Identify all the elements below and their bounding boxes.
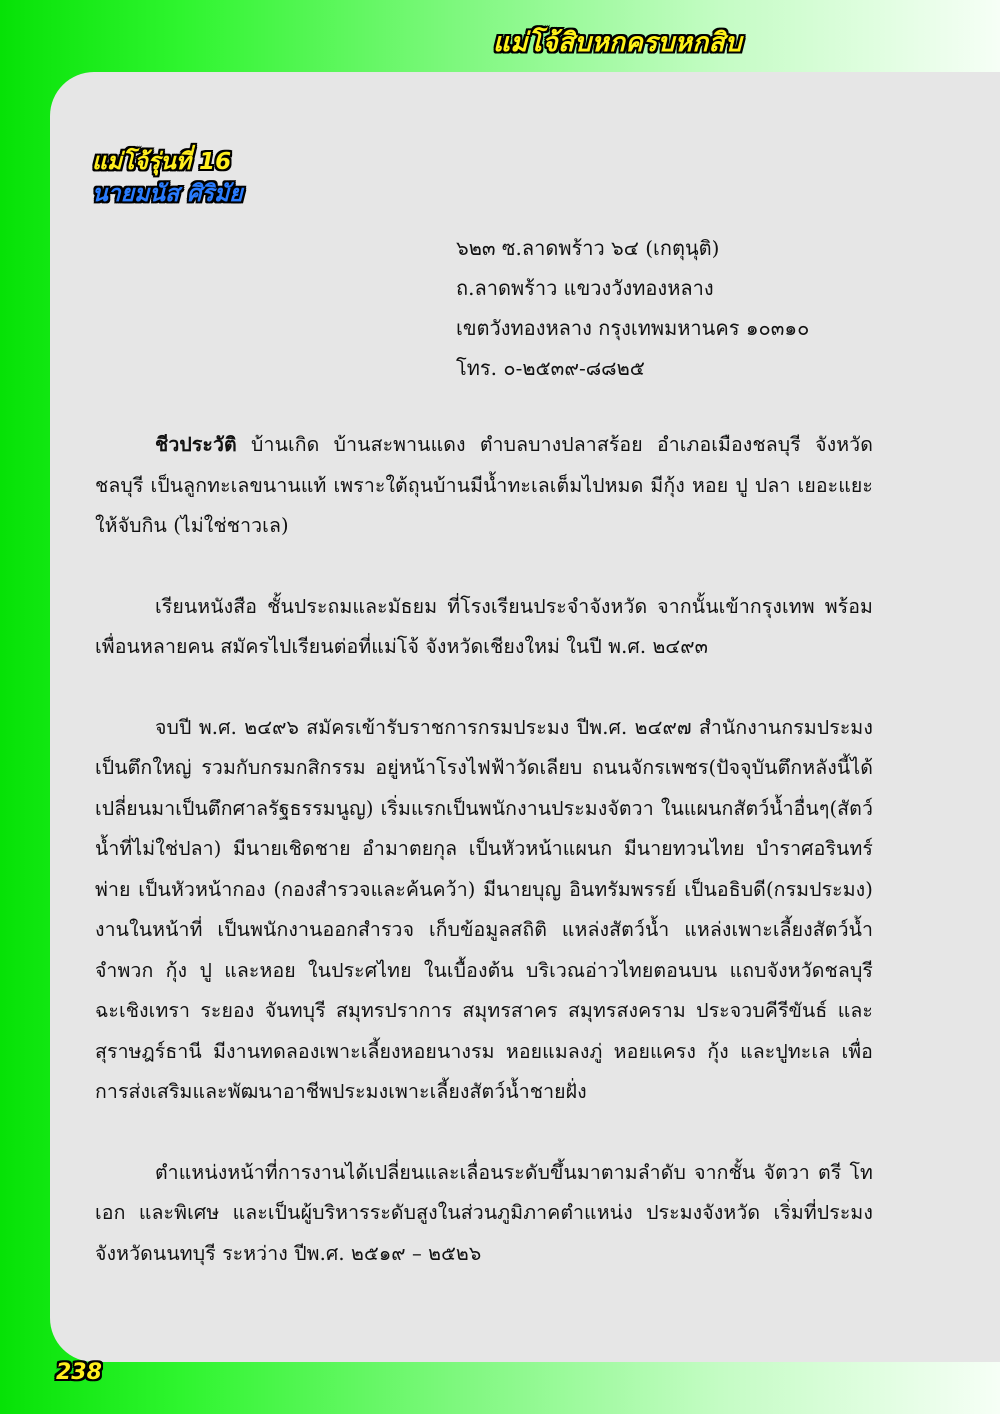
- page-number: 238: [56, 1360, 102, 1385]
- author-name: นายมนัส ศิริมัย: [92, 181, 243, 207]
- paragraph-education: เรียนหนังสือ ชั้นประถมและมัธยม ที่โรงเรียนประจำจังหวัด จากนั้นเข้ากรุงเทพ พร้อมเพื่อนหลายคน สมัครไปเรียนต่อที่แม่โจ้ จังหวัดเชียงใหม่ ในปี พ.ศ. ๒๔๙๓: [95, 594, 873, 658]
- author-block: [92, 146, 243, 210]
- header-title: แม่โจ้สิบหกครบหกสิบ: [493, 28, 742, 58]
- bio-label: ชีวประวัติ: [155, 433, 237, 456]
- paragraph-career: จบปี พ.ศ. ๒๔๙๖ สมัครเข้ารับราชการกรมประมง ปีพ.ศ. ๒๔๙๗ สำนักงานกรมประมงเป็นตึกใหญ่ รวมกับกรมกสิกรรม อยู่หน้าโรงไฟฟ้าวัดเลียบ ถนนจักรเพชร(ปัจจุบันตึกหลังนี้ได้เปลี่ยนมาเป็นตึกศาลรัฐธรรมนูญ) เริ่มแรกเป็นพนักงานประมงจัตวา ในแผนกสัตว์น้ำอื่นๆ(สัตว์น้ำที่ไม่ใช่ปลา) มีนายเชิดชาย อำมาตยกุล เป็นหัวหน้าแผนก มีนายทวนไทย บำราศอรินทร์พ่าย เป็นหัวหน้ากอง (กองสำรวจและค้นคว้า) มีนายบุญ อินทรัมพรรย์ เป็นอธิบดี(กรมประมง) งานในหน้าที่ เป็นพนักงานออกสำรวจ เก็บข้อมูลสถิติ แหล่งสัตว์น้ำ แหล่งเพาะเลี้ยงสัตว์น้ำ จำพวก กุ้ง ปู และหอย ในประศไทย ในเบื้องต้น บริเวณอ่าวไทยตอนบน แถบจังหวัดชลบุรี ฉะเชิงเทรา ระยอง จันทบุรี สมุทรปราการ สมุทรสาคร สมุทรสงคราม ประจวบคีรีขันธ์ และสุราษฎร์ธานี มีงานทดลองเพาะเลี้ยงหอยนางรม หอยแมลงภู่ หอยแครง กุ้ง และปูทะเล เพื่อการส่งเสริมและพัฒนาอาชีพประมงเพาะเลี้ยงสัตว์น้ำชายฝั่ง: [95, 715, 873, 1103]
- address-line: ๖๒๓ ซ.ลาดพร้าว ๖๔ (เกตุนุติ): [456, 236, 720, 260]
- address-line: ถ.ลาดพร้าว แขวงวังทองหลาง: [456, 276, 714, 300]
- paragraph-promotion: ตำแหน่งหน้าที่การงานได้เปลี่ยนและเลื่อนระดับขึ้นมาตามลำดับ จากชั้น จัตวา ตรี โท เอก และพิเศษ และเป็นผู้บริหารระดับสูงในส่วนภูมิภาคตำแหน่ง ประมงจังหวัด เริ่มที่ประมงจังหวัดนนทบุรี ระหว่าง ปีพ.ศ. ๒๕๑๙ – ๒๕๒๖: [95, 1160, 873, 1265]
- body-text: [95, 425, 873, 1314]
- paragraph-text: บ้านเกิด บ้านสะพานแดง ตำบลบางปลาสร้อย อำเภอเมืองชลบุรี จังหวัดชลบุรี เป็นลูกทะเลขนานแท้ เพราะใต้ถุนบ้านมีน้ำทะเลเต็มไปหมด มีกุ้ง หอย ปู ปลา เยอะแยะให้จับกิน (ไม่ใช่ชาวเล): [95, 433, 873, 537]
- address-line: เขตวังทองหลาง กรุงเทพมหานคร ๑๐๓๑๐: [456, 316, 810, 340]
- paragraph-bio: [95, 425, 873, 547]
- author-generation: แม่โจ้รุ่นที่ 16: [92, 149, 232, 175]
- address-block: [456, 228, 809, 388]
- address-phone: โทร. ๐-๒๕๓๙-๘๘๒๕: [456, 356, 645, 380]
